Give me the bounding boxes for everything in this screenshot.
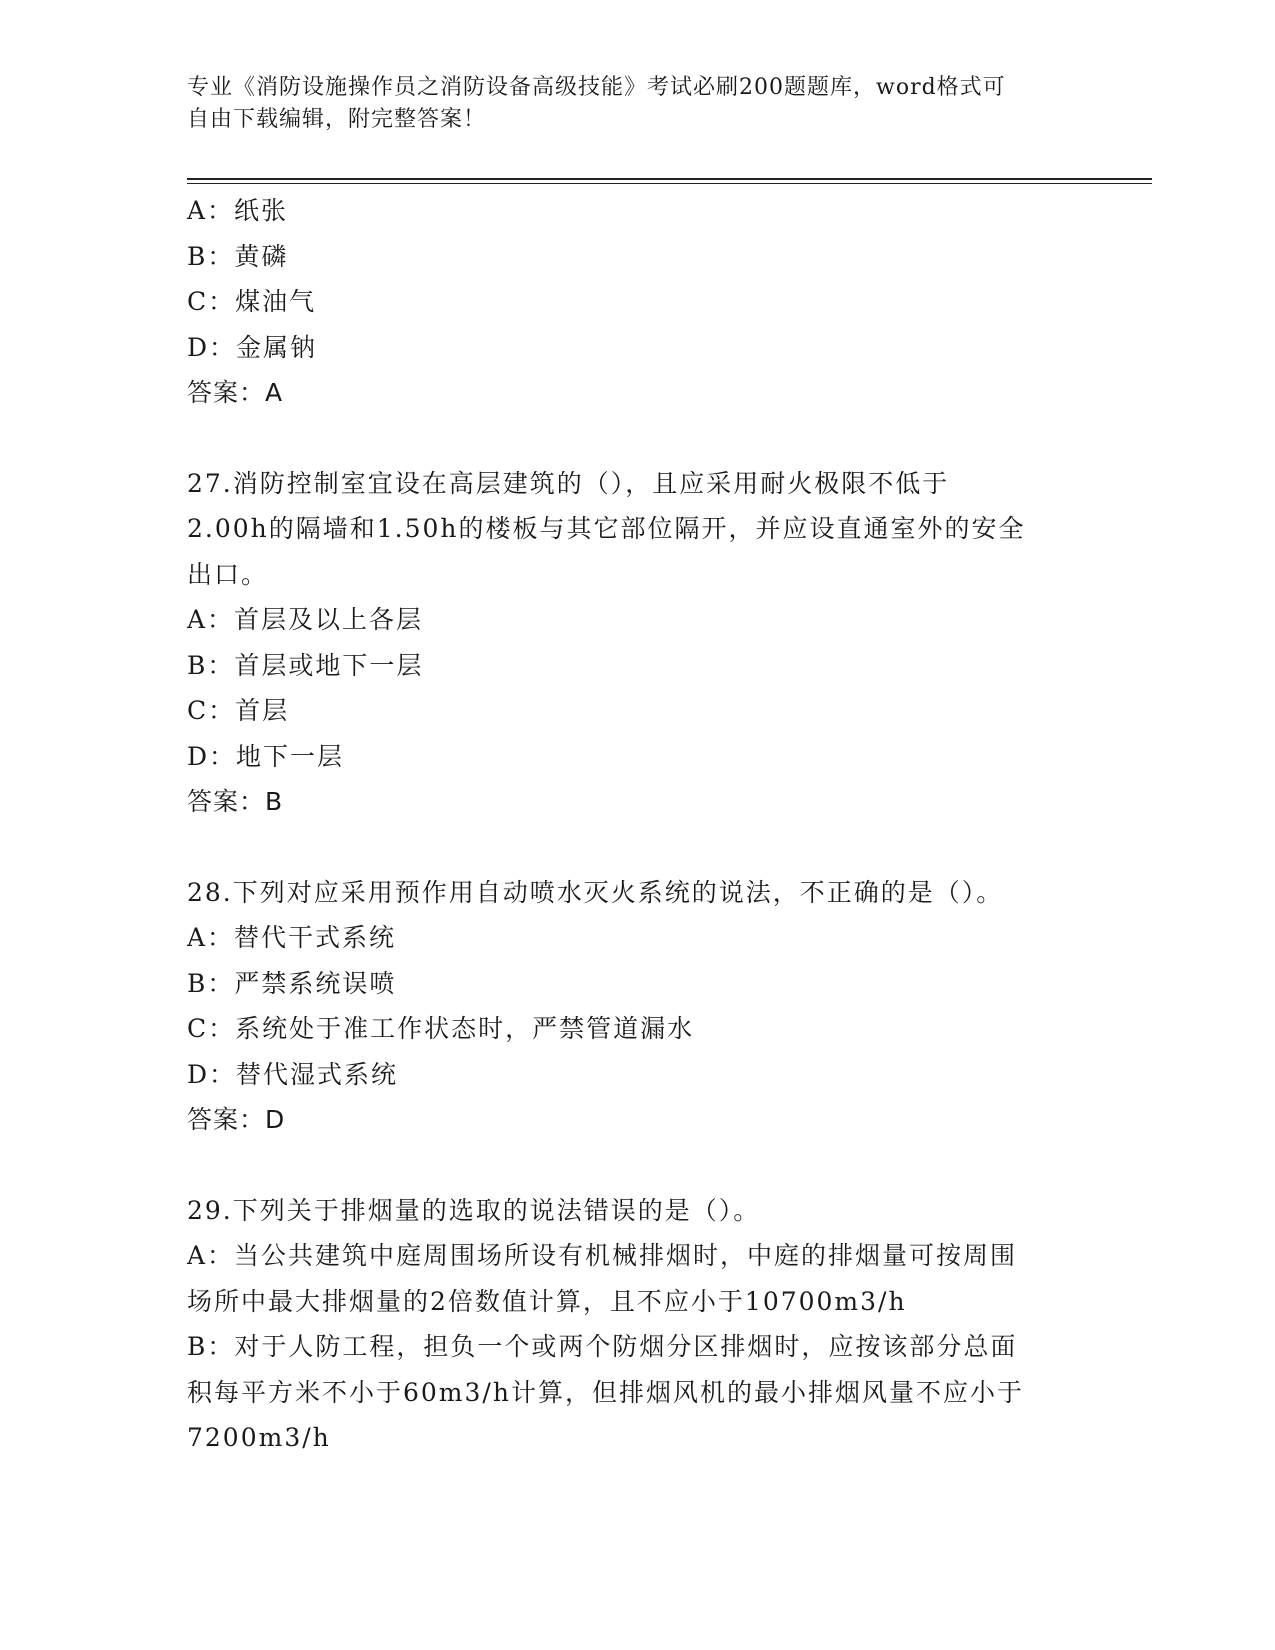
question-content xyxy=(187,188,1087,1461)
q28-option-d: D：替代湿式系统 xyxy=(187,1059,399,1089)
header-line-2: 自由下载编辑，附完整答案！ xyxy=(187,107,487,132)
q27-option-b: B：首层或地下一层 xyxy=(187,650,424,680)
spacer xyxy=(187,416,1087,461)
question-26-block xyxy=(187,188,1087,416)
q26-option-b: B：黄磷 xyxy=(187,241,289,271)
q28-option-c: C：系统处于准工作状态时，严禁管道漏水 xyxy=(187,1014,695,1043)
q29-option-a-line-1: A：当公共建筑中庭周围场所设有机械排烟时，中庭的排烟量可按周围 xyxy=(187,1241,1018,1270)
q28-stem: 28.下列对应采用预作用自动喷水灭火系统的说法，不正确的是（）。 xyxy=(187,877,1004,907)
q27-option-d: D：地下一层 xyxy=(187,741,345,771)
q29-option-b-line-2: 积每平方米不小于60m3/h计算，但排烟风机的最小排烟风量不应小于 xyxy=(187,1377,1024,1407)
q28-option-b: B：严禁系统误喷 xyxy=(187,968,397,998)
q26-option-a: A：纸张 xyxy=(187,196,289,225)
question-27-block xyxy=(187,461,1087,825)
spacer xyxy=(187,1143,1087,1188)
q27-answer: 答案：B xyxy=(187,787,284,816)
q26-answer: 答案：A xyxy=(187,378,284,407)
q26-option-d: D：金属钠 xyxy=(187,332,318,362)
page-header xyxy=(187,72,1087,136)
q28-option-a: A：替代干式系统 xyxy=(187,923,397,952)
question-28-block xyxy=(187,870,1087,1143)
spacer xyxy=(187,825,1087,870)
q29-option-a-line-2: 场所中最大排烟量的2倍数值计算，且不应小于10700m3/h xyxy=(187,1286,907,1316)
question-29-block xyxy=(187,1188,1087,1461)
q29-option-b-line-1: B：对于人防工程，担负一个或两个防烟分区排烟时，应按该部分总面 xyxy=(187,1332,1018,1361)
q27-stem-line-2: 2.00h的隔墙和1.50h的楼板与其它部位隔开，并应设直通室外的安全 xyxy=(187,514,1026,543)
q29-option-b-line-3: 7200m3/h xyxy=(187,1423,331,1452)
q27-stem-line-3: 出口。 xyxy=(187,559,269,589)
q29-stem: 29.下列关于排烟量的选取的说法错误的是（）。 xyxy=(187,1195,761,1225)
q27-option-a: A：首层及以上各层 xyxy=(187,605,424,634)
header-line-1: 专业《消防设施操作员之消防设备高级技能》考试必刷200题题库，word格式可 xyxy=(187,75,1006,100)
header-divider-thick xyxy=(187,178,1152,180)
q27-option-c: C：首层 xyxy=(187,696,290,725)
q28-answer: 答案：D xyxy=(187,1105,286,1134)
q26-option-c: C：煤油气 xyxy=(187,287,317,316)
q27-stem-line-1: 27.消防控制室宜设在高层建筑的（），且应采用耐火极限不低于 xyxy=(187,468,950,498)
header-divider-thin xyxy=(187,183,1152,184)
